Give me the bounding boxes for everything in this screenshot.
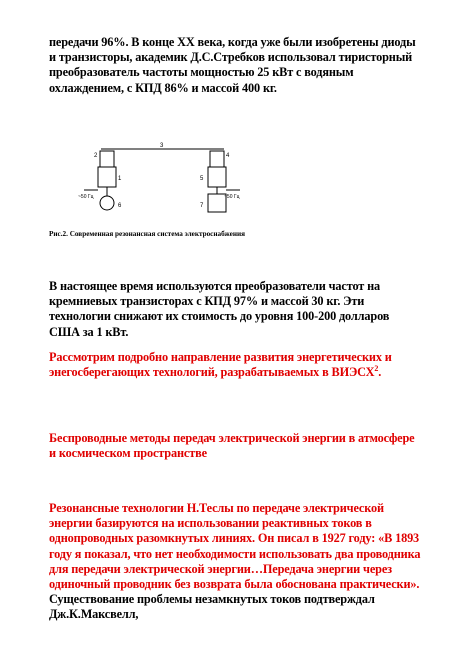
paragraph-intro: передачи 96%. В конце XX века, когда уже были изобретены диоды и транзисторы, академик Д.С.Стребков использовал тиристорный преобразователь частоты мощностью 25 кВт с водяным охлаждением, с КПД 86% и массой 400 кг. xyxy=(49,35,416,95)
section-heading-wireless: Беспроводные методы передач электрической энергии в атмосфере и космическом пространстве xyxy=(49,431,415,461)
footnote-ref: 2 xyxy=(374,364,379,374)
resonant-system-diagram xyxy=(74,140,244,220)
figure-caption: Рис.2. Современная резонансная система электроснабжения xyxy=(49,230,245,238)
label-6: 6 xyxy=(118,203,122,209)
label-7: 7 xyxy=(200,203,204,209)
directions-text: Рассмотрим подробно направление развития энергетических и энегосберегающих технологий, разрабатываемых в ВИЭСХ xyxy=(49,350,392,380)
label-1: 1 xyxy=(118,176,122,182)
freq-left-label: ~50 Гц xyxy=(78,194,94,200)
paragraph-tesla xyxy=(49,501,421,623)
label-2: 2 xyxy=(94,153,98,159)
freq-right-label: ~50 Гц xyxy=(224,194,240,200)
paragraph-directions xyxy=(49,350,421,380)
label-5: 5 xyxy=(200,176,204,182)
tesla-text: Резонансные технологии Н.Теслы по передаче электрической энергии базируются на использовании реактивных токов в однопроводных разомкнутых линиях. Он писал в 1927 году: «В 1893 году я показал, что нет необходимости использовать два проводника для передачи электрической энергии…Передача энергии через одиночный проводник без возврата была обоснована практически». xyxy=(49,501,421,592)
directions-end: . xyxy=(378,365,382,380)
paragraph-transistors: В настоящее время используются преобразователи частот на кремниевых транзисторах с КПД 97% и массой 30 кг. Эти технологии снижают их стоимость до уровня 100-200 долларов США за 1 кВт. xyxy=(49,279,390,339)
label-3: 3 xyxy=(160,143,164,149)
maxwell-text: Существование проблемы незамкнутых токов подтверждал Дж.К.Максвелл, xyxy=(49,592,375,622)
label-4: 4 xyxy=(226,153,230,159)
